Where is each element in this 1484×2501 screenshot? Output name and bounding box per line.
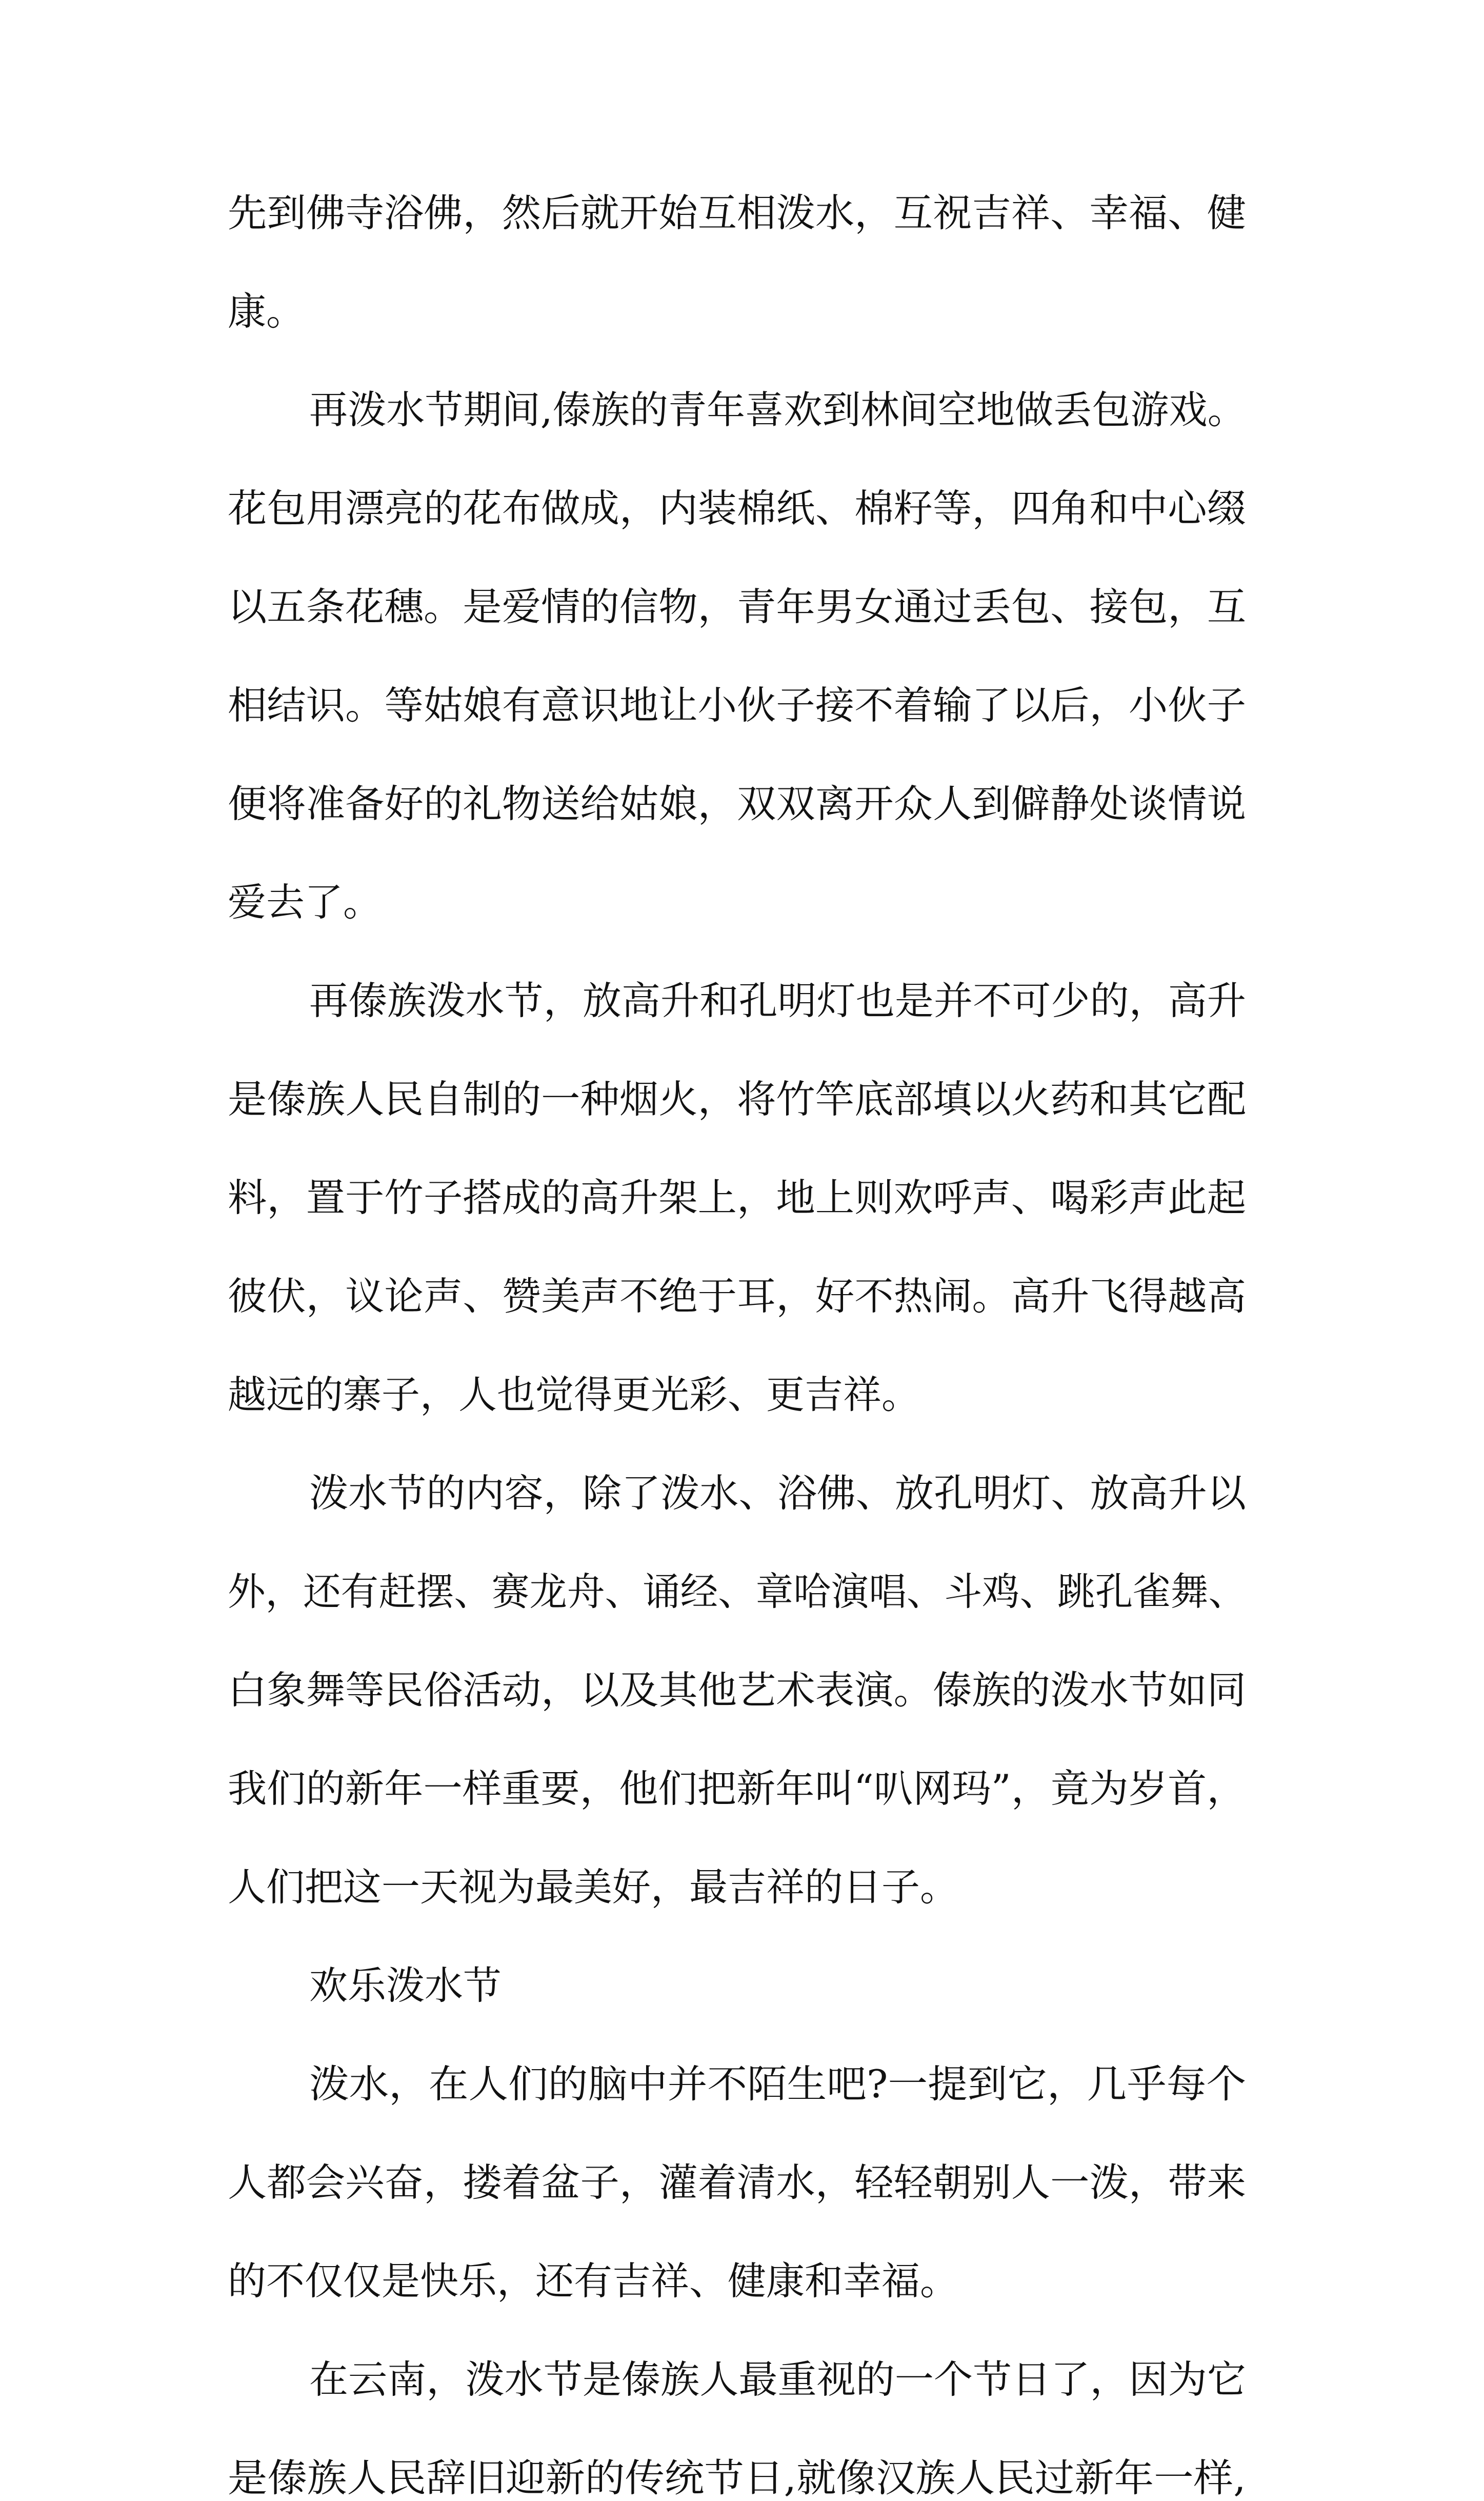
text-line: 欢乐泼水节 (309, 1963, 502, 2008)
text-line: 泼水，在人们的脑中并不陌生吧?一提到它，几乎每个 (309, 2061, 1247, 2107)
text-line: 以五条花穗。是爱情的信物，青年男女通过丢包、接包，互 (228, 584, 1247, 629)
text-line: 相结识。等姑娘有意识地让小伙子接不着输了以后，小伙子 (228, 683, 1247, 728)
text-line: 料，置于竹子搭成的高升架上，地上则欢呼声、喝彩声此起 (228, 1175, 1247, 1220)
text-line: 人们把这一天视为最美好，最吉祥的日子。 (228, 1864, 959, 1910)
text-line: 康。 (228, 289, 305, 334)
text-line: 先到佛寺浴佛，然后就开始互相泼水，互祝吉祥、幸福、健 (228, 190, 1247, 235)
text-line: 的不仅仅是快乐，还有吉祥、健康和幸福。 (228, 2258, 959, 2304)
text-line: 便将准备好的礼物送给姑娘，双双离开众人到僻静处谈情说 (228, 781, 1247, 826)
text-line: 人都会兴奋，搂着盆子，灌着清水，轻轻朝别人一泼，带来 (228, 2160, 1247, 2205)
text-line: 再傣族泼水节，放高升和孔明灯也是并不可少的，高升 (309, 978, 1247, 1023)
text-line: 泼水节的内容，除了泼水、浴佛、放孔明灯、放高升以 (309, 1471, 1247, 1516)
text-line: 越远的寨子，人也觉得更光彩、更吉祥。 (228, 1372, 920, 1417)
text-line: 白象舞等民俗活动，以及其他艺术表演。傣族的泼水节如同 (228, 1668, 1247, 1713)
text-line: 是傣族人民辞旧迎新的传统节日,就像汉族人民过新年一样, (228, 2455, 1246, 2500)
text-line: 彼伏，议论声、赞美声不绝于耳，好不热闹。高升飞得越高 (228, 1274, 1247, 1319)
text-line: 我们的新年一样重要，他们把新年叫“叭网玛”，竟为岁首， (228, 1766, 1246, 1811)
text-line: 是傣族人民自制的一种烟火，将竹竿底部填以火药和其它配 (228, 1077, 1247, 1122)
text-line: 外，还有赶摆、赛龙舟、诵经、章哈演唱、斗鸡、跳孔雀舞、 (228, 1569, 1246, 1614)
text-line: 再泼水节期间,傣族的青年喜欢到林间空地做丢包游戏。 (309, 387, 1246, 432)
text-line: 在云南，泼水节是傣族人最重视的一个节日了，因为它 (309, 2357, 1247, 2402)
text-line: 爱去了。 (228, 880, 382, 925)
text-line: 花包用漂亮的花布做成，内装棉纸、棉籽等，四角和中心缀 (228, 486, 1247, 531)
